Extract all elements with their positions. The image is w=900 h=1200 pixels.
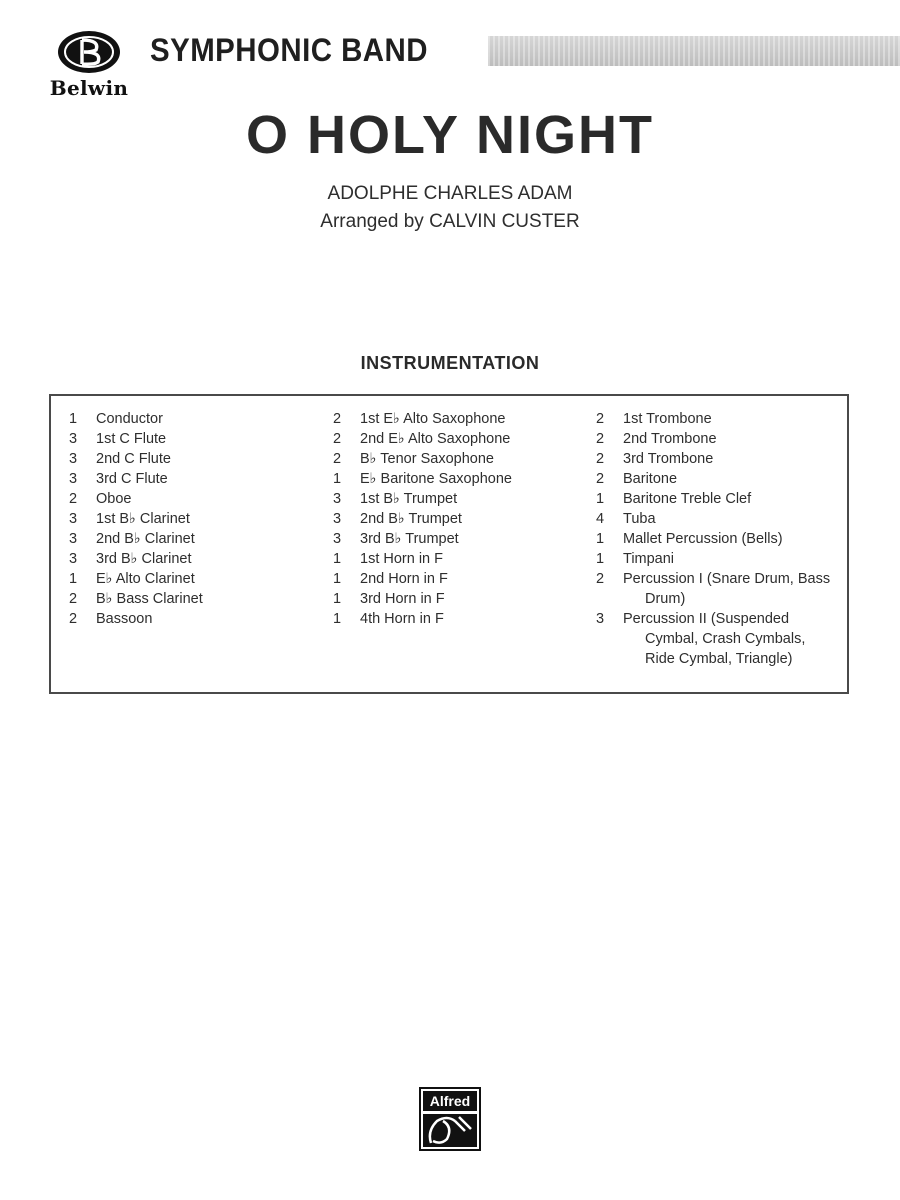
instrument-row: [69, 549, 319, 569]
instrument-row: [333, 509, 583, 529]
instrument-name: E♭ Baritone Saxophone: [360, 471, 512, 487]
instrument-quantity: 2: [69, 591, 78, 607]
instrument-name-continued: Cymbal, Crash Cymbals,: [645, 631, 806, 647]
instrument-quantity: 3: [333, 511, 342, 527]
instrument-row: [333, 489, 583, 509]
instrument-row: [69, 469, 319, 489]
instrument-name: Tuba: [623, 511, 656, 527]
instrument-name: B♭ Bass Clarinet: [96, 591, 203, 607]
series-title: SYMPHONIC BAND: [150, 32, 428, 68]
instrument-row: [69, 409, 319, 429]
instrument-name: 1st Horn in F: [360, 551, 443, 567]
instrumentation-column: [596, 409, 841, 669]
instrument-name: Bassoon: [96, 611, 153, 627]
belwin-wordmark: Belwin: [49, 76, 129, 100]
instrument-row: [333, 529, 583, 549]
instrument-quantity: 3: [69, 451, 78, 467]
instrument-quantity: 2: [596, 471, 605, 487]
instrument-row: [596, 449, 841, 469]
instrument-name: Percussion II (Suspended: [623, 611, 790, 627]
instrument-quantity: 1: [333, 571, 342, 587]
instrument-row: [333, 409, 583, 429]
instrument-name: 2nd E♭ Alto Saxophone: [360, 431, 511, 447]
instrument-row: [596, 549, 841, 569]
instrument-name: 2nd Trombone: [623, 431, 717, 447]
belwin-logo: [28, 22, 150, 102]
instrument-row-continued: [596, 629, 841, 649]
instrument-row: [596, 609, 841, 629]
instrument-name: 1st B♭ Trumpet: [360, 491, 458, 507]
instrument-name: Conductor: [96, 411, 163, 427]
instrument-name: Mallet Percussion (Bells): [623, 531, 783, 547]
instrument-quantity: 4: [596, 511, 605, 527]
instrument-name: 1st Trombone: [623, 411, 712, 427]
instrument-row: [596, 429, 841, 449]
instrument-quantity: 2: [596, 411, 605, 427]
instrument-name: Percussion I (Snare Drum, Bass: [623, 571, 831, 587]
instrument-name: 3rd B♭ Clarinet: [96, 551, 192, 567]
instrument-quantity: 2: [596, 451, 605, 467]
instrument-row: [69, 589, 319, 609]
instrument-name-continued: Drum): [645, 591, 686, 607]
instrument-name: 2nd C Flute: [96, 451, 171, 467]
instrument-row: [69, 569, 319, 589]
instrument-row: [596, 469, 841, 489]
instrument-name: 3rd C Flute: [96, 471, 168, 487]
instrument-quantity: 1: [333, 551, 342, 567]
instrument-quantity: 3: [69, 471, 78, 487]
instrument-quantity: 3: [69, 551, 78, 567]
instrument-row-continued: [596, 589, 841, 609]
instrument-name: 3rd B♭ Trumpet: [360, 531, 459, 547]
instrument-name: E♭ Alto Clarinet: [96, 571, 195, 587]
instrumentation-column: [69, 409, 319, 629]
instrument-quantity: 1: [333, 471, 342, 487]
instrument-quantity: 1: [596, 551, 605, 567]
instrument-name: Timpani: [623, 551, 675, 567]
instrument-name: 2nd B♭ Clarinet: [96, 531, 195, 547]
instrumentation-box: [49, 394, 849, 694]
composer-line: ADOLPHE CHARLES ADAM: [327, 183, 573, 204]
instrument-quantity-spacer: [596, 629, 623, 649]
instrument-quantity-spacer: [596, 589, 623, 609]
instrumentation-heading: INSTRUMENTATION: [360, 353, 540, 373]
instrument-row: [69, 429, 319, 449]
instrument-name: Baritone: [623, 471, 678, 487]
alfred-logo: [419, 1087, 481, 1151]
instrument-quantity: 2: [333, 431, 342, 447]
instrument-quantity: 1: [596, 531, 605, 547]
instrument-name: 1st E♭ Alto Saxophone: [360, 411, 506, 427]
instrument-name: 4th Horn in F: [360, 611, 444, 627]
instrument-row: [69, 529, 319, 549]
instrument-quantity: 3: [333, 531, 342, 547]
instrument-quantity: 3: [69, 511, 78, 527]
series-gray-bar: [488, 36, 900, 66]
arranger-line: Arranged by CALVIN CUSTER: [320, 211, 580, 232]
piece-title: O HOLY NIGHT: [245, 105, 655, 165]
instrument-row: [333, 549, 583, 569]
instrument-quantity: 1: [333, 591, 342, 607]
instrument-name: 2nd B♭ Trumpet: [360, 511, 462, 527]
instrument-quantity: 2: [333, 411, 342, 427]
instrument-row: [69, 509, 319, 529]
instrument-quantity: 2: [69, 611, 78, 627]
instrument-quantity: 1: [69, 571, 78, 587]
instrument-row: [333, 589, 583, 609]
instrument-row: [333, 609, 583, 629]
instrument-quantity: 2: [596, 571, 605, 587]
instrument-row: [69, 489, 319, 509]
instrument-name: 3rd Horn in F: [360, 591, 445, 607]
instrument-row: [333, 469, 583, 489]
instrument-name: B♭ Tenor Saxophone: [360, 451, 494, 467]
instrument-quantity: 2: [333, 451, 342, 467]
instrument-quantity: 2: [69, 491, 78, 507]
instrument-row: [333, 449, 583, 469]
instrument-name: 1st C Flute: [96, 431, 167, 447]
instrument-name: 1st B♭ Clarinet: [96, 511, 190, 527]
instrument-name-continued: Ride Cymbal, Triangle): [645, 651, 793, 667]
alfred-wordmark: Alfred: [429, 1093, 471, 1109]
instrument-quantity: 1: [69, 411, 78, 427]
instrument-name: Baritone Treble Clef: [623, 491, 752, 507]
instrument-quantity: 3: [69, 531, 78, 547]
instrument-quantity: 1: [596, 491, 605, 507]
instrument-row: [333, 429, 583, 449]
instrumentation-column: [333, 409, 583, 629]
instrument-row: [596, 509, 841, 529]
instrument-row: [69, 449, 319, 469]
instrument-row: [596, 529, 841, 549]
instrument-name: 2nd Horn in F: [360, 571, 448, 587]
instrument-quantity: 3: [69, 431, 78, 447]
instrument-quantity: 3: [596, 611, 605, 627]
instrument-quantity: 1: [333, 611, 342, 627]
instrument-row: [596, 569, 841, 589]
instrument-quantity: 3: [333, 491, 342, 507]
instrument-row: [596, 409, 841, 429]
instrument-row-continued: [596, 649, 841, 669]
instrument-quantity: 2: [596, 431, 605, 447]
instrument-row: [596, 489, 841, 509]
instrument-name: 3rd Trombone: [623, 451, 714, 467]
belwin-emblem-icon: [56, 28, 122, 76]
instrument-quantity-spacer: [596, 649, 623, 669]
instrument-row: [69, 609, 319, 629]
instrument-row: [333, 569, 583, 589]
instrument-name: Oboe: [96, 491, 132, 507]
